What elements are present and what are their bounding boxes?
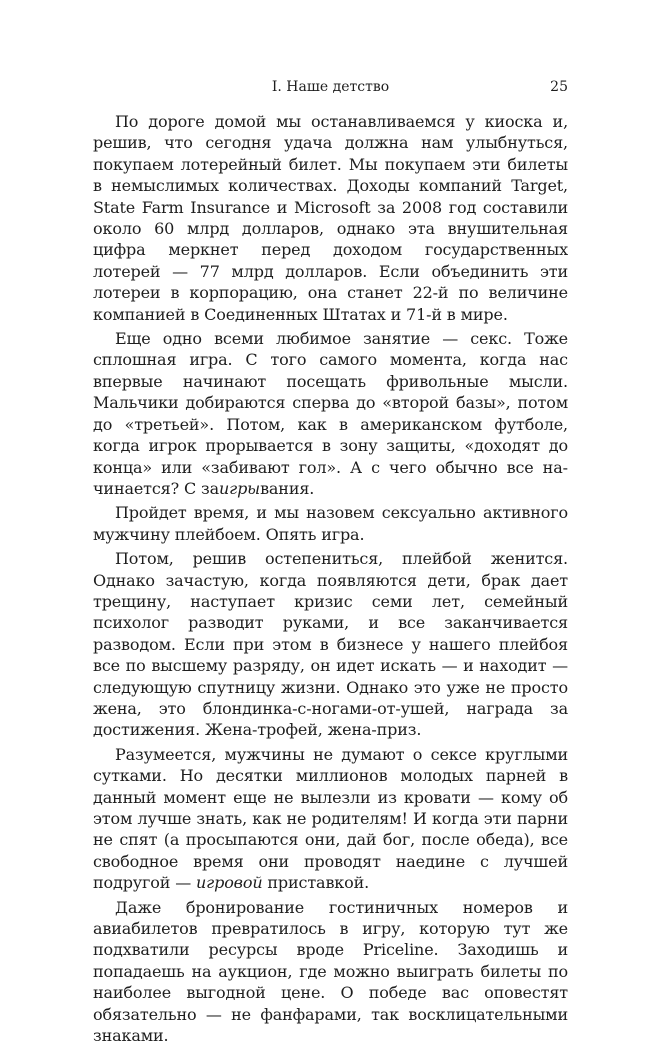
- paragraph-text: По дороге домой мы останавливаемся у киоска и, решив, что сегодня удача должна нам улыбнуться, покупаем лотерейный билет. Мы покупаем эти билеты в немыслимых количествах. Доходы компаний Target, State Farm Insurance и Microsoft за 2008 год составили около 60 млрд долларов, однако эта внушительная цифра меркнет перед доходом государственных лотерей — 77 млрд долларов. Если объединить эти лотереи в корпорацию, она станет 22-й по величине компанией в Соединенных Штатах и 71-й в мире.: [93, 112, 568, 324]
- paragraph: [93, 328, 568, 499]
- running-head: [93, 76, 568, 98]
- paragraph-text: приставкой.: [262, 873, 370, 893]
- page-number: 25: [550, 79, 568, 95]
- chapter-title: I. Наше детство: [271, 79, 390, 95]
- paragraph-text: Разумеется, мужчины не думают о сексе круглыми сутками. Но десятки миллионов молодых парней в данный момент еще не вылезли из кровати — кому об этом лучше знать, как не родителям! И когда эти парни не спят (а просыпаются они, дай бог, после обеда), все свободное время они проводят наедине с лучшей подругой —: [93, 744, 568, 893]
- paragraph: [93, 502, 568, 545]
- paragraph-text: Пройдет время, и мы назовем сексуально активного мужчину плейбоем. Опять игра.: [93, 503, 568, 544]
- paragraph-text: Потом, решив остепениться, плейбой женится. Однако зачастую, когда появляются дети, брак дает трещину, наступает кризис семи лет, семейный психолог разводит руками, и все заканчивается разводом. Если при этом в бизнесе у нашего плейбоя все по высшему разряду, он идет искать — и находит — следующую спутницу жизни. Однако это уже не просто жена, это блондинка-с-ногами-от-ушей, награда за достижения. Жена-трофей, жена-приз.: [93, 549, 568, 740]
- paragraph-text: Еще одно всеми любимое занятие — секс. Тоже сплошная игра. С того самого момента, когда нас впервые начинают посещать фривольные мысли. Мальчики добираются сперва до «второй базы», потом до «третьей». Потом, как в американском футболе, когда игрок прорывается в зону защиты, «доходят до конца» или «забивают гол». А с чего обычно все начинается? С за: [93, 329, 568, 498]
- paragraph-text: Даже бронирование гостиничных номеров и авиабилетов превратилось в игру, которую тут же подхватили ресурсы вроде Priceline. Заходишь и попадаешь на аукцион, где можно выиграть билеты по наиболее выгодной цене. О победе вас оповестят обязательно — не фанфарами, так восклицательными знаками.: [93, 897, 568, 1046]
- paragraph: [93, 897, 568, 1047]
- paragraph-text: вания.: [260, 478, 315, 498]
- paragraph: [93, 744, 568, 894]
- italic-emphasis: игры: [218, 478, 261, 498]
- paragraph: [93, 548, 568, 741]
- italic-emphasis: игровой: [196, 873, 263, 893]
- paragraph: [93, 111, 568, 325]
- body-text: [93, 111, 568, 1049]
